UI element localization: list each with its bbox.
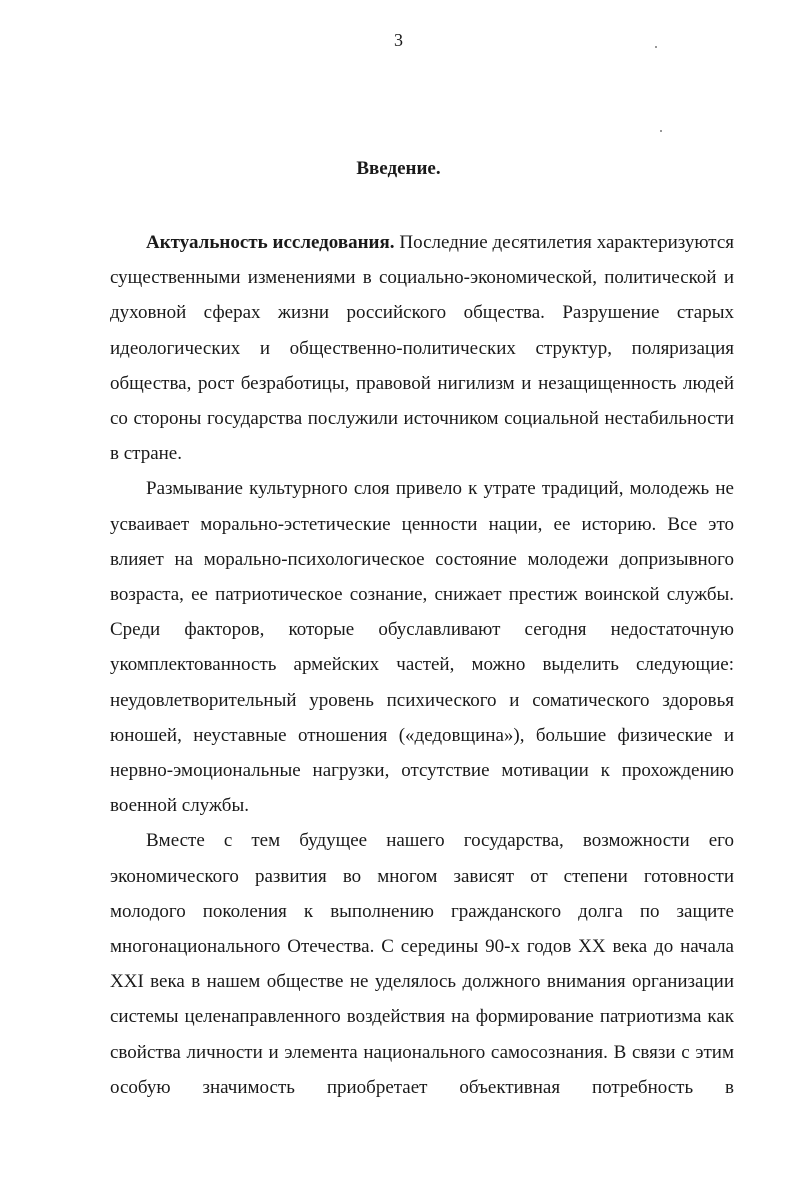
paragraph-future: Вместе с тем будущее нашего государства, возможности его экономического развития во многом зависят от степени готовности молодого поколения к выполнению гражданского долга по защите многонационального Отечества. С середины 90-х годов XX века до начала XXI века в нашем обществе не уделялось должного внимания организации системы целенаправленного воздействия на формирование патриотизма как свойства личности и элемента национального самосознания. В связи с этим особую значимость приобретает объективная потребность в bbox=[110, 830, 734, 1098]
section-heading: Введение. bbox=[356, 158, 441, 179]
document-body bbox=[110, 225, 734, 1105]
scan-speck bbox=[655, 46, 657, 48]
page-number: 3 bbox=[394, 30, 403, 50]
paragraph-text: Последние десятилетия характеризуются существенными изменениями в социально-экономической, политической и духовной сферах жизни российского общества. Разрушение старых идеологических и общественно-политических структур, поляризация общества, рост безработицы, правовой нигилизм и незащищенность людей со стороны государства послужили источником социальной нестабильности в стране. bbox=[110, 232, 735, 465]
paragraph-lead: Актуальность исследования. bbox=[146, 232, 395, 253]
scan-speck bbox=[660, 130, 662, 132]
paragraph-relevance bbox=[110, 225, 734, 471]
paragraph-culture: Размывание культурного слоя привело к утрате традиций, молодежь не усваивает морально-эстетические ценности нации, ее историю. Все это влияет на морально-психологическое состояние молодежи допризывного возраста, ее патриотическое сознание, снижает престиж воинской службы. Среди факторов, которые обуславливают сегодня недостаточную укомплектованность армейских частей, можно выделить следующие: неудовлетворительный уровень психического и соматического здоровья юношей, неуставные отношения («дедовщина»), большие физические и нервно-эмоциональные нагрузки, отсутствие мотивации к прохождению военной службы. bbox=[110, 478, 734, 817]
